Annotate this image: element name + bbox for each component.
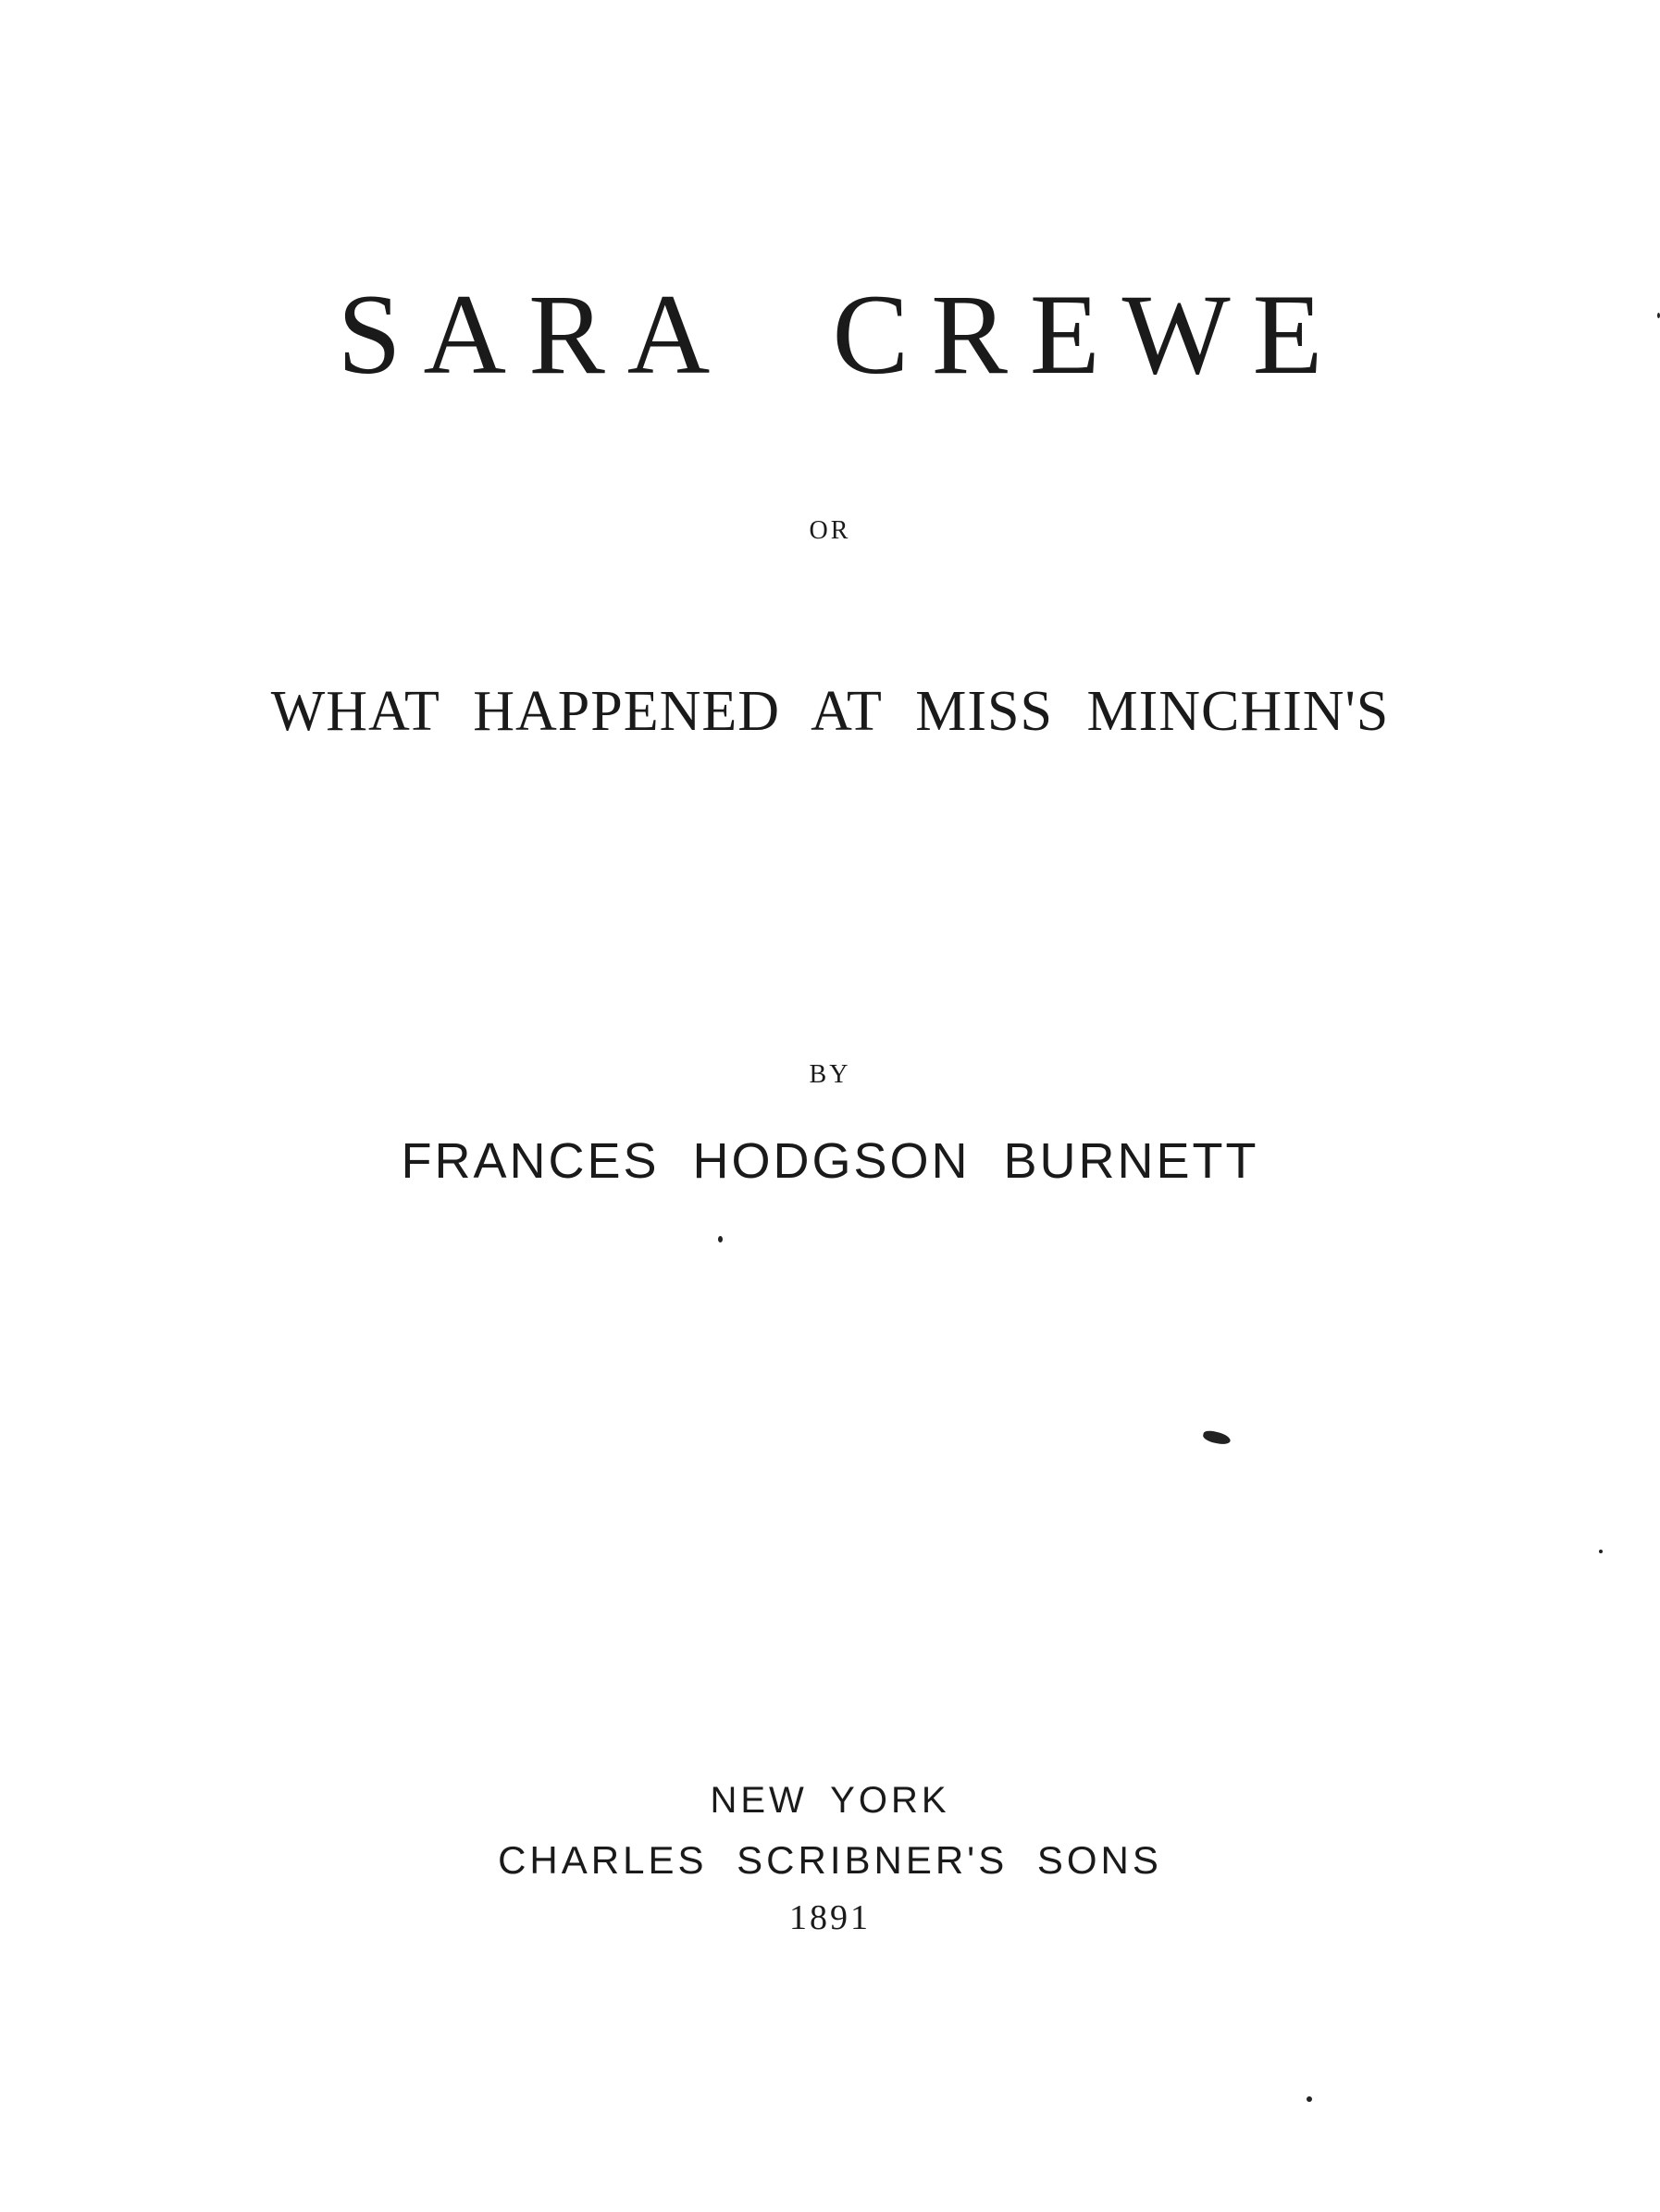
imprint-year: 1891 [789, 1898, 871, 1937]
imprint-city: NEW YORK [710, 1780, 950, 1821]
scan-speck [1599, 1550, 1603, 1553]
author-name: FRANCES HODGSON BURNETT [401, 1133, 1259, 1189]
scan-speck [718, 1236, 723, 1242]
scan-speck [1202, 1429, 1232, 1446]
scan-speck [1307, 2096, 1312, 2102]
imprint-publisher: CHARLES SCRIBNER'S SONS [498, 1838, 1162, 1882]
book-subtitle: WHAT HAPPENED AT MISS MINCHIN'S [270, 680, 1390, 743]
title-connector: OR [809, 516, 851, 545]
byline: BY [809, 1060, 851, 1089]
book-title: SARA CREWE [337, 271, 1345, 398]
